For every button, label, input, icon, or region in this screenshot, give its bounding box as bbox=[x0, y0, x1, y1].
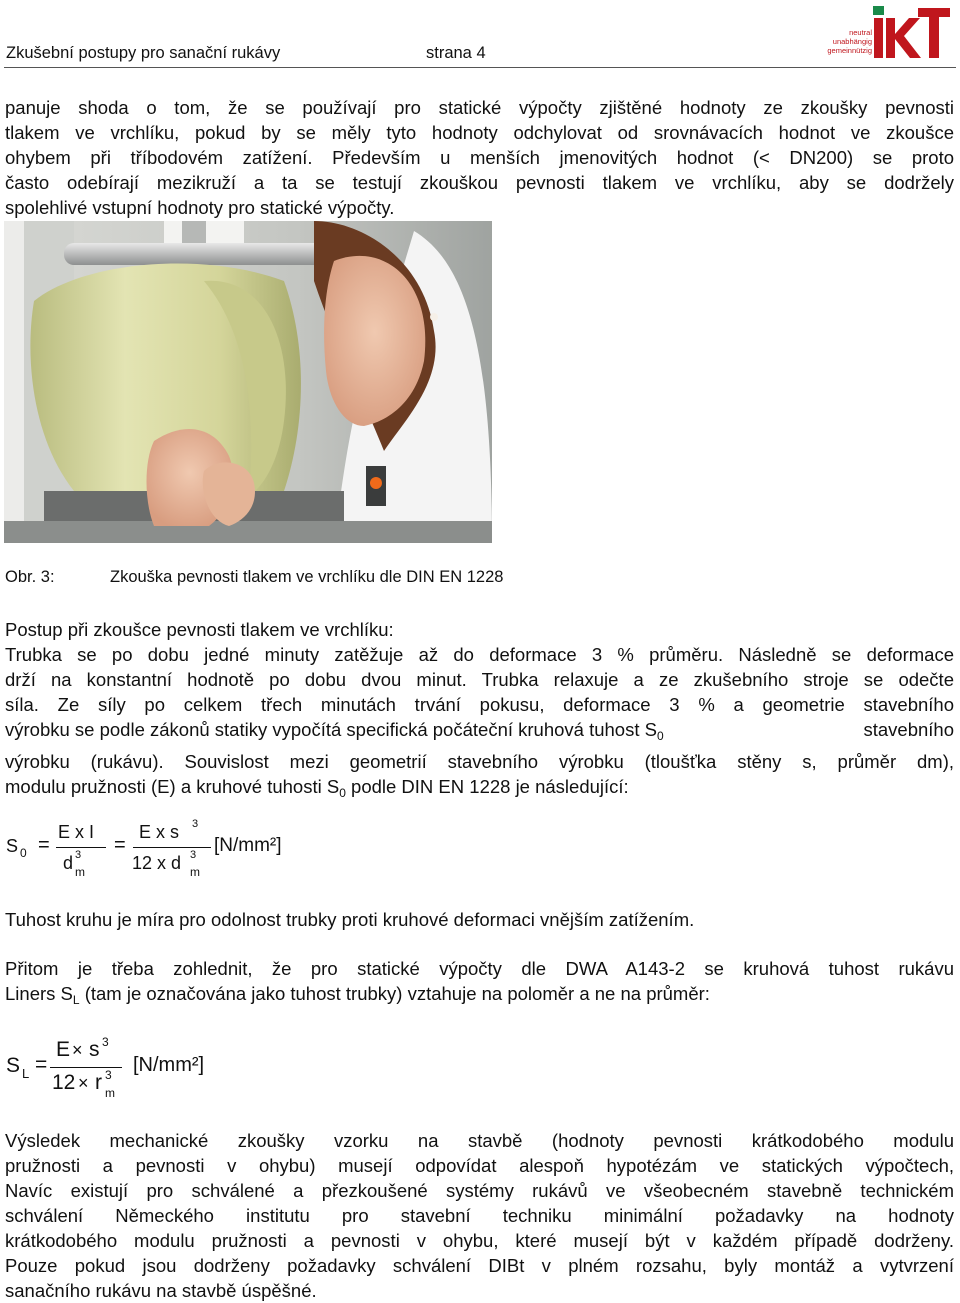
formula1-fraction-bar-2 bbox=[133, 847, 211, 848]
procedure-line-6-text: modulu pružnosti (E) a kruhové tuhosti S bbox=[5, 776, 340, 797]
logo-mark-icon bbox=[826, 2, 952, 64]
closing-line-1: Výsledek mechanické zkoušky vzorku na stavbě (hodnoty pevnosti krátkodobého modulu bbox=[5, 1130, 954, 1151]
procedure-line-5: výrobku (rukávu). Souvislost mezi geometrií stavebního výrobku (tloušťka stěny s, průměr dm), bbox=[5, 751, 954, 772]
liners-line-2-text: Liners S bbox=[5, 983, 73, 1004]
stiffness-definition: Tuhost kruhu je míra pro odolnost trubky proti kruhové deformaci vnějším zatížením. bbox=[5, 909, 695, 930]
intro-line-2: tlakem ve vrchlíku, pokud by se měly tyto hodnoty odchylovat od srovnávacích hodnot ve zkoušce bbox=[5, 122, 954, 143]
formula2-eq: = bbox=[35, 1053, 48, 1076]
formula1-lhs-sub: 0 bbox=[20, 846, 27, 860]
intro-line-4: často odebírají mezikruží a ta se testují zkouškou pevnosti tlakem ve vrchlíku, aby se dodržely bbox=[5, 172, 954, 193]
formula2-num: E bbox=[56, 1038, 71, 1061]
formula2-den-sup: 3 bbox=[105, 1068, 112, 1082]
intro-line-3: ohybem při tříbodovém zatížení. Především u menších jmenovitých hodnot (< DN200) se proto bbox=[5, 147, 954, 168]
liners-paragraph bbox=[5, 956, 954, 1013]
formula1-den1-sub: m bbox=[75, 865, 85, 879]
formula2-num-sup: 3 bbox=[102, 1035, 109, 1049]
procedure-line-4-text: výrobku se podle zákonů statiky vypočítá specifická počáteční kruhová tuhost S bbox=[5, 719, 657, 740]
formula2-den: 12 bbox=[52, 1071, 76, 1094]
closing-paragraph bbox=[5, 1128, 954, 1303]
liners-line-2 bbox=[5, 981, 954, 1013]
intro-line-1: panuje shoda o tom, že se používají pro statické výpočty zjištěné hodnoty ze zkoušky pevnosti bbox=[5, 97, 954, 118]
formula2-unit: [N/mm²] bbox=[133, 1054, 205, 1076]
formula2-lhs: S bbox=[6, 1054, 21, 1077]
formula1-unit: [N/mm²] bbox=[214, 835, 282, 856]
document-title: Zkušební postupy pro sanační rukávy bbox=[6, 44, 281, 62]
compression-test-image bbox=[4, 221, 492, 543]
intro-paragraph bbox=[5, 95, 954, 220]
formula1-num1: E x I bbox=[58, 822, 95, 842]
page-number: strana 4 bbox=[426, 44, 486, 62]
ikt-logo bbox=[826, 2, 952, 64]
closing-line-7: sanačního rukávu na stavbě úspěšné. bbox=[5, 1280, 317, 1301]
logo-tagline-2: unabhängig bbox=[832, 37, 872, 46]
formula1-num2-sup: 3 bbox=[192, 818, 199, 830]
procedure-line-4 bbox=[5, 717, 954, 749]
procedure-line-6-sub: 0 bbox=[339, 786, 346, 800]
liner-stiffness-formula bbox=[6, 1036, 246, 1106]
formula2-lhs-sub: L bbox=[22, 1066, 30, 1081]
formula1-den2-sub: m bbox=[190, 865, 200, 879]
formula2-num-s: s bbox=[89, 1038, 100, 1061]
liners-line-2-end: (tam je označována jako tuhost trubky) vztahuje na poloměr a ne na průměr: bbox=[79, 983, 710, 1004]
formula1-num2: E x s bbox=[139, 822, 180, 842]
procedure-line-4-sub: 0 bbox=[656, 729, 664, 743]
procedure-line-2: drží na konstantní hodnotě po dobu dvou minut. Trubka relaxuje a ze zkušebního stroje se odečte bbox=[5, 669, 954, 690]
formula1-fraction-bar-1 bbox=[56, 847, 106, 848]
figure-caption: Zkouška pevnosti tlakem ve vrchlíku dle DIN EN 1228 bbox=[110, 568, 504, 586]
formula1-den2-sup: 3 bbox=[190, 849, 197, 861]
intro-line-5: spolehlivé vstupní hodnoty pro statické výpočty. bbox=[5, 197, 395, 218]
closing-line-3: Navíc existují pro schválené a přezkoušené systémy rukávů ve všeobecném stavebně technickém bbox=[5, 1180, 954, 1201]
procedure-heading: Postup při zkoušce pevnosti tlakem ve vrchlíku: bbox=[5, 619, 394, 640]
formula2-den-r: r bbox=[95, 1071, 102, 1094]
page-header bbox=[6, 44, 956, 66]
liners-line-1: Přitom je třeba zohlednit, že pro statické výpočty dle DWA A143-2 se kruhová tuhost rukávu bbox=[5, 958, 954, 979]
procedure-line-4-end: stavebního bbox=[863, 719, 954, 740]
formula1-den1: d bbox=[63, 853, 74, 873]
formula2-den-sub: m bbox=[105, 1086, 115, 1100]
formula2-num-times: × bbox=[72, 1040, 83, 1060]
figure-label: Obr. 3: bbox=[5, 568, 55, 586]
formula1-eq2: = bbox=[114, 834, 126, 856]
procedure-line-6-end: podle DIN EN 1228 je následující: bbox=[345, 776, 629, 797]
ring-stiffness-formula bbox=[6, 820, 326, 890]
header-divider bbox=[4, 67, 956, 68]
closing-line-6: Pouze pokud jsou dodrženy požadavky schválení DIBt v plném rozsahu, byly montáž a vytvrzení bbox=[5, 1255, 954, 1276]
procedure-line-6 bbox=[5, 774, 954, 806]
formula1-eq: = bbox=[38, 834, 50, 856]
logo-tagline-1: neutral bbox=[849, 28, 872, 37]
closing-line-4: schválení Německého institutu pro stavební techniku minimální požadavky na hodnoty bbox=[5, 1205, 954, 1226]
formula1-den1-sup: 3 bbox=[75, 849, 82, 861]
liners-line-2-sub: L bbox=[72, 993, 80, 1007]
logo-tagline-3: gemeinnützig bbox=[827, 46, 872, 55]
procedure-paragraph bbox=[5, 642, 954, 806]
procedure-line-1: Trubka se po dobu jedné minuty zatěžuje až do deformace 3 % průměru. Následně se deformace bbox=[5, 644, 954, 665]
formula1-den2: 12 x d bbox=[132, 853, 182, 873]
formula2-den-times: × bbox=[78, 1073, 89, 1093]
closing-line-5: krátkodobého modulu pružnosti a pevnosti v ohybu, které musejí být v každém případě dodrženy. bbox=[5, 1230, 954, 1251]
closing-line-2: pružnosti a pevnosti v ohybu) musejí odpovídat alespoň hypotézám ve statických výpočtech, bbox=[5, 1155, 954, 1176]
procedure-line-3: síla. Ze síly po celkem třech minutách trvání pokusu, deformace 3 % a geometrie stavebního bbox=[5, 694, 954, 715]
test-photo bbox=[4, 221, 492, 543]
formula1-lhs: S bbox=[6, 836, 19, 856]
